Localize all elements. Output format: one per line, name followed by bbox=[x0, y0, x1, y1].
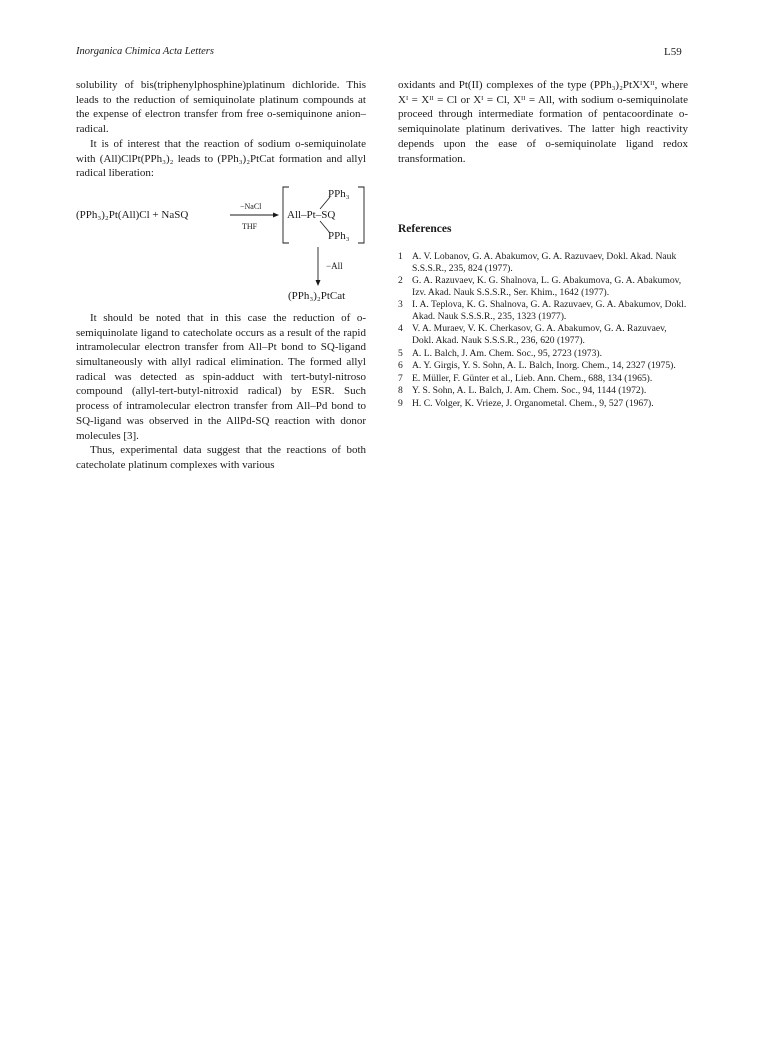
reference-item bbox=[398, 251, 688, 274]
scheme-arrow-solvent: THF bbox=[242, 221, 258, 231]
reference-number: 5 bbox=[398, 347, 403, 359]
paragraph-4: Thus, experimental data suggest that the reactions of both catecholate platinum complexes with various bbox=[76, 444, 366, 471]
reference-text: A. L. Balch, J. Am. Chem. Soc., 95, 2723 (1973). bbox=[412, 347, 602, 359]
reference-item bbox=[398, 398, 688, 410]
references-heading: References bbox=[398, 223, 452, 236]
reference-item bbox=[398, 385, 688, 397]
reference-text: H. C. Volger, K. Vrieze, J. Organometal. Chem., 9, 527 (1967). bbox=[412, 398, 654, 410]
scheme-elimination-label: −All bbox=[326, 260, 343, 271]
reference-item bbox=[398, 373, 688, 385]
paragraph-2: It is of interest that the reaction of sodium o-semiquinolate with (All)ClPt(PPh₃)₂ leads to (PPh₃)₂PtCat formation and allyl radical liberation: bbox=[76, 137, 366, 180]
scheme-intermediate: All–Pt–SQ bbox=[287, 208, 336, 221]
reference-number: 8 bbox=[398, 385, 403, 397]
scheme-pph3-top: PPh₃ bbox=[328, 187, 350, 200]
reference-number: 3 bbox=[398, 299, 403, 311]
page-number: L59 bbox=[664, 46, 682, 58]
left-column bbox=[76, 78, 366, 473]
reference-item bbox=[398, 360, 688, 372]
reference-item bbox=[398, 275, 688, 298]
reference-item bbox=[398, 299, 688, 322]
reference-text: I. A. Teplova, K. G. Shalnova, G. A. Razuvaev, G. A. Abakumov, Dokl. Akad. Nauk S.S.S.R., 235, 1323 (1977). bbox=[412, 299, 687, 322]
reference-number: 2 bbox=[398, 275, 403, 287]
right-column bbox=[398, 78, 688, 411]
reference-text: A. Y. Girgis, Y. S. Sohn, A. L. Balch, Inorg. Chem., 14, 2327 (1975). bbox=[412, 360, 676, 372]
reference-item bbox=[398, 323, 688, 346]
reference-number: 1 bbox=[398, 250, 403, 262]
scheme-product: (PPh₃)₂PtCat bbox=[288, 289, 346, 302]
reference-text: Y. S. Sohn, A. L. Balch, J. Am. Chem. Soc., 94, 1144 (1972). bbox=[412, 385, 647, 397]
reference-number: 9 bbox=[398, 398, 403, 410]
paragraph-1: solubility of bis(triphenylphosphine)platinum dichloride. This leads to the reduction of semiquinolate platinum compounds at the expense of electron transfer from free o-semiquinone anion–radical. bbox=[76, 79, 366, 136]
reference-text: A. V. Lobanov, G. A. Abakumov, G. A. Razuvaev, Dokl. Akad. Nauk S.S.S.R., 235, 824 (1977). bbox=[412, 250, 677, 274]
reference-item bbox=[398, 348, 688, 360]
scheme-reactants: (PPh₃)₂Pt(All)Cl + NaSQ bbox=[76, 208, 189, 221]
reference-number: 6 bbox=[398, 360, 403, 372]
reaction-scheme bbox=[76, 185, 366, 307]
scheme-arrow-reagent: −NaCl bbox=[240, 201, 262, 211]
reference-text: G. A. Razuvaev, K. G. Shalnova, L. G. Abakumova, G. A. Abakumov, Izv. Akad. Nauk S.S.S.R., Ser. Khim., 1642 (1977). bbox=[412, 275, 682, 298]
reference-list bbox=[398, 251, 688, 410]
journal-running-head: Inorganica Chimica Acta Letters bbox=[76, 46, 214, 57]
reference-text: E. Müller, F. Günter et al., Lieb. Ann. Chem., 688, 134 (1965). bbox=[412, 372, 653, 384]
paragraph-3: It should be noted that in this case the reduction of o-semiquinolate ligand to catecholate occurs as a result of the rapid intramolecular electron transfer from All–Pt bond to SQ-ligand simultaneously with allyl radical elimination. The formed allyl radical was detected as spin-adduct with tert-butyl-nitroso compound (allyl-tert-butyl-nitroxid radical) by ESR. Such process of intramolecular electron transfer from All–Pd bond to SQ-ligand was observed in the AllPd-SQ reaction with donor molecules [3]. bbox=[76, 311, 366, 442]
scheme-pph3-bottom: PPh₃ bbox=[328, 229, 350, 242]
reference-text: V. A. Muraev, V. K. Cherkasov, G. A. Abakumov, G. A. Razuvaev, Dokl. Akad. Nauk S.S.S.R., 236, 620 (1977). bbox=[412, 323, 667, 347]
reference-number: 7 bbox=[398, 372, 403, 384]
reference-number: 4 bbox=[398, 323, 403, 335]
paragraph-5: oxidants and Pt(II) complexes of the type (PPh₃)₂PtXᴵXᴵᴵ, where Xᴵ = Xᴵᴵ = Cl or Xᴵ = Cl, Xᴵᴵ = All, with sodium o-semiquinolate proceed through intermediate formation of pentacoordinate o-semiquinolate platinum derivatives. The latter high reactivity depends upon the ease of o-semiquinolate ligand redox transformation. bbox=[398, 79, 688, 165]
